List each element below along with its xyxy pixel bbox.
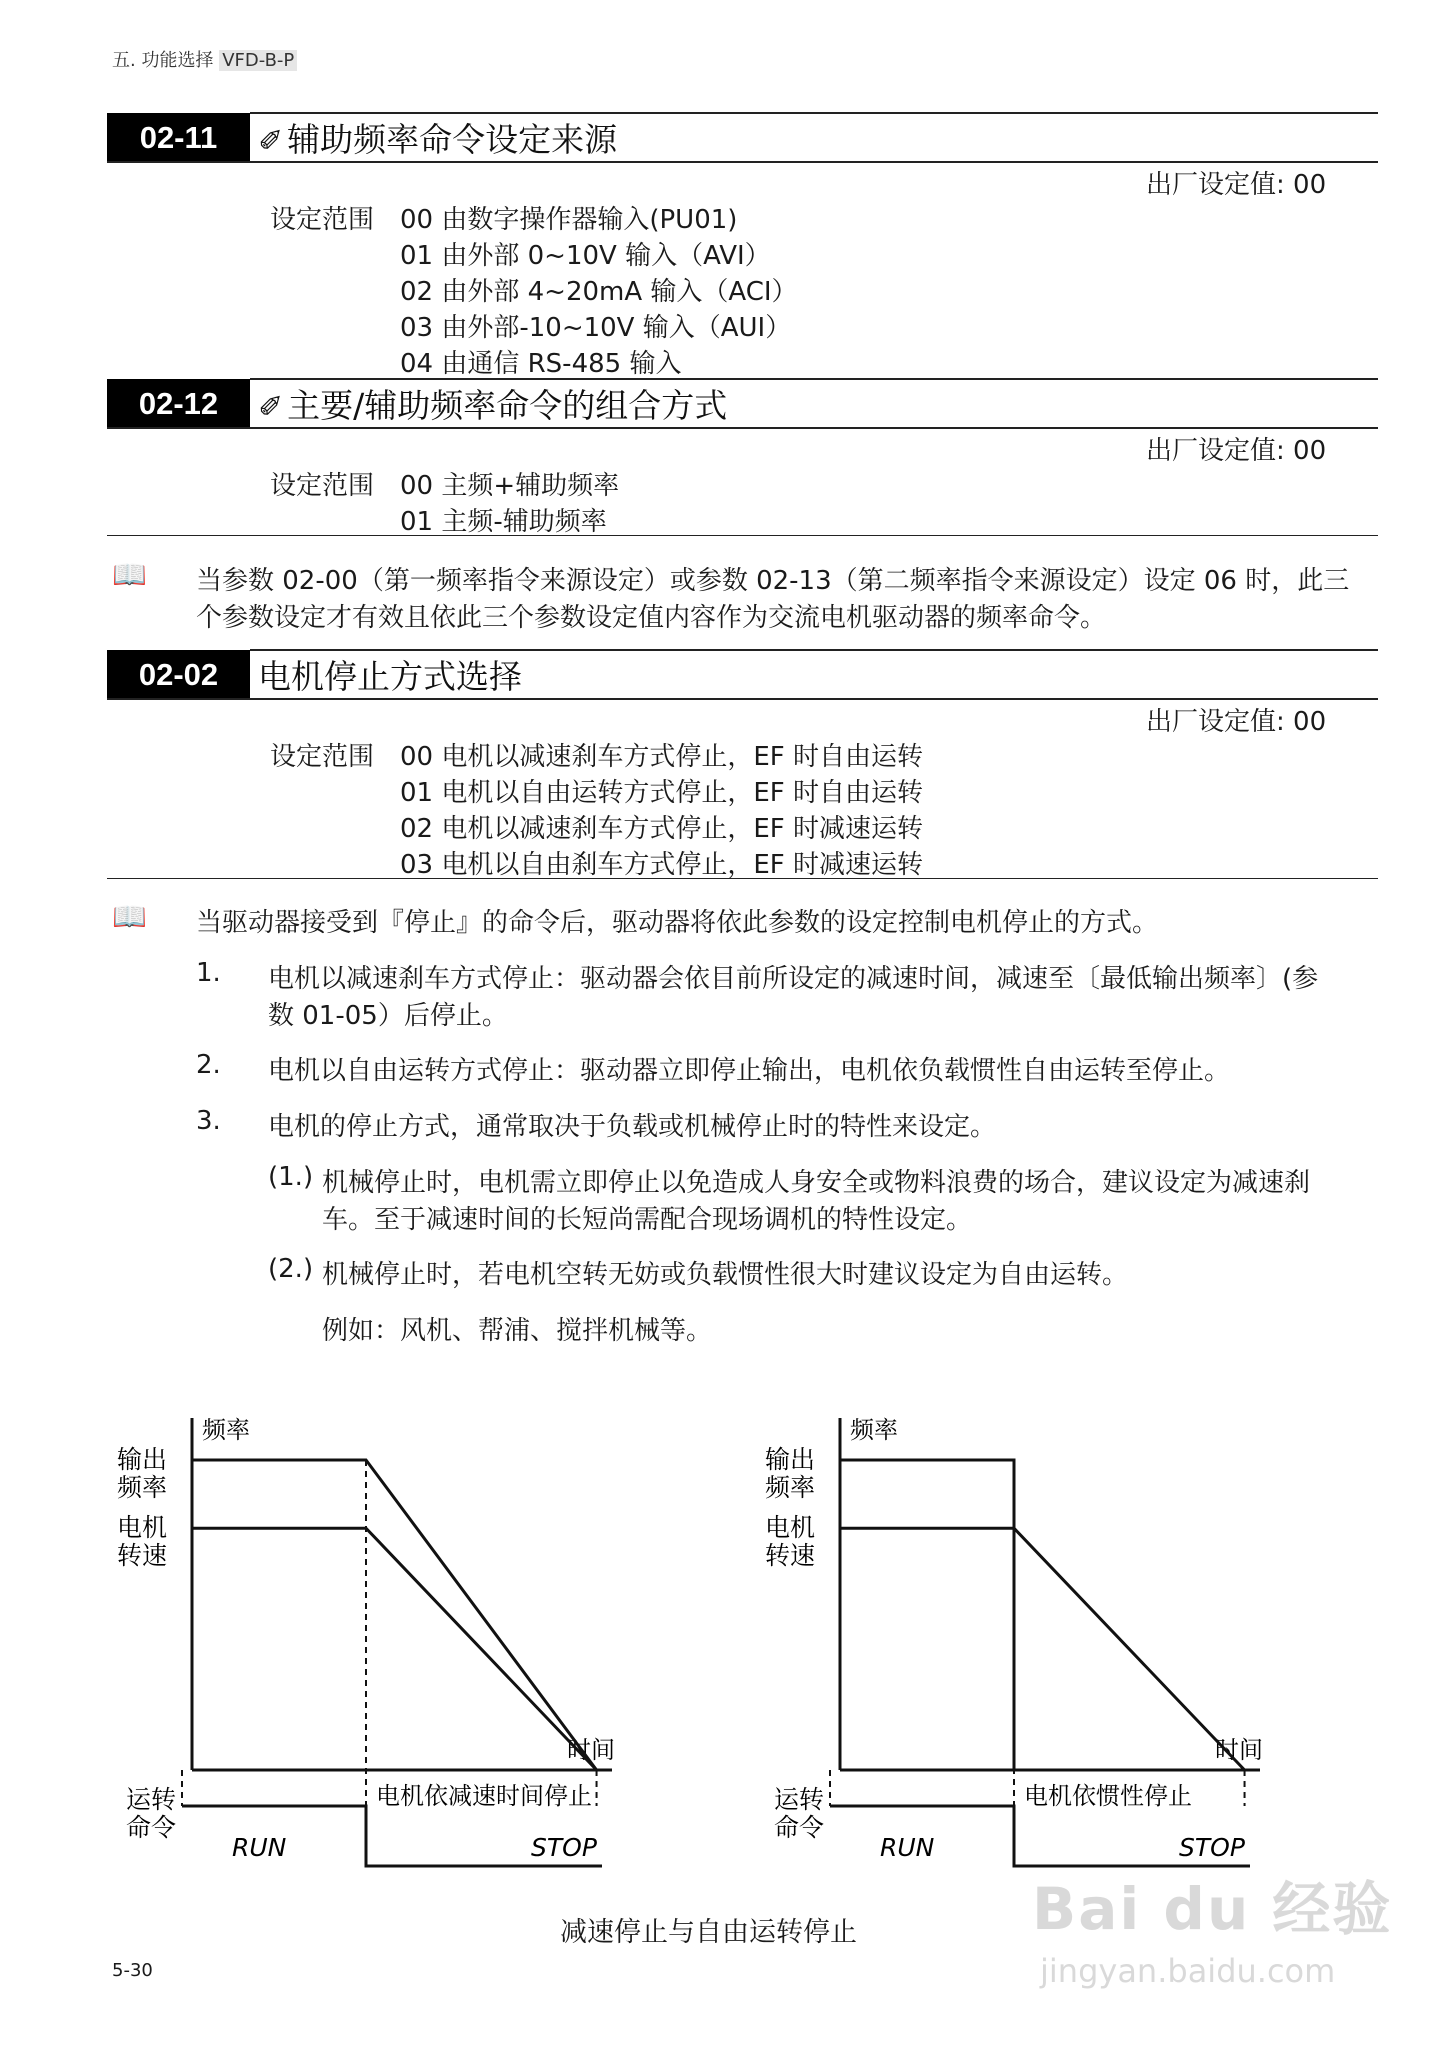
note-intro: 当驱动器接受到『停止』的命令后，驱动器将依此参数的设定控制电机停止的方式。 — [196, 908, 1159, 938]
range-option: 04 由通信 RS-485 输入 — [400, 349, 682, 379]
y-label-output-freq: 频率 — [117, 1473, 168, 1502]
series-line-0 — [840, 1460, 1014, 1770]
list-text: 电机以自由运转方式停止：驱动器立即停止输出，电机依负载惯性自由运转至停止。 — [268, 1056, 1231, 1086]
range-option: 01 主频-辅助频率 — [400, 507, 607, 537]
stop-annotation: 电机依惯性停止 — [1024, 1782, 1192, 1810]
book-icon: 📖 — [112, 900, 147, 933]
y-label-run-command: 命令 — [774, 1813, 825, 1842]
chapter-label: 五. 功能选择 — [112, 50, 214, 71]
list-number: 2. — [196, 1050, 221, 1080]
sub-text: 例如：风机、帮浦、搅拌机械等。 — [322, 1316, 713, 1346]
y-label-motor-speed: 转速 — [765, 1541, 816, 1571]
pen-icon: ✐ — [258, 124, 284, 159]
stop-label: STOP — [1179, 1833, 1245, 1862]
list-number: 3. — [196, 1106, 221, 1136]
page-header — [112, 46, 297, 72]
y-label-run-command: 运转 — [774, 1785, 825, 1814]
page-number: 5-30 — [112, 1960, 153, 1981]
y-label-motor-speed: 电机 — [117, 1513, 168, 1543]
pen-icon: ✐ — [258, 390, 284, 425]
note-line: 个参数设定才有效且依此三个参数设定值内容作为交流电机驱动器的频率命令。 — [196, 603, 1107, 633]
x-axis-label: 时间 — [567, 1736, 615, 1764]
run-label: RUN — [232, 1833, 287, 1862]
y-label-output-freq: 输出 — [117, 1445, 168, 1474]
param-title: ✐ 主要/辅助频率命令的组合方式 — [258, 386, 728, 425]
range-option: 01 电机以自由运转方式停止，EF 时自由运转 — [400, 778, 923, 808]
y-label-output-freq: 输出 — [765, 1445, 816, 1474]
range-option: 00 由数字操作器输入(PU01) — [400, 205, 738, 235]
stop-label: STOP — [531, 1833, 597, 1862]
range-option: 02 由外部 4~20mA 输入（ACI） — [400, 277, 798, 307]
param-title: ✐ 辅助频率命令设定来源 — [258, 120, 618, 159]
y-label-output-freq: 频率 — [765, 1473, 816, 1502]
model-label: VFD-B-P — [219, 50, 297, 71]
watermark-brand: Bai du 经验 — [1032, 1875, 1393, 1943]
series-line-1 — [192, 1528, 597, 1770]
param-code-badge: 02-12 — [107, 379, 250, 428]
y-label-run-command: 运转 — [126, 1785, 177, 1814]
sub-text: 机械停止时，电机需立即停止以免造成人身安全或物料浪费的场合，建议设定为减速刹 — [322, 1168, 1311, 1198]
list-number: 1. — [196, 958, 221, 988]
run-label: RUN — [880, 1833, 935, 1862]
factory-default: 出厂设定值: 00 — [1146, 707, 1327, 737]
sub-number: (2.) — [268, 1254, 314, 1284]
list-text: 电机的停止方式，通常取决于负载或机械停止时的特性来设定。 — [268, 1112, 997, 1142]
watermark-url: jingyan.baidu.com — [1040, 1952, 1336, 1990]
note-line: 当参数 02-00（第一频率指令来源设定）或参数 02-13（第二频率指令来源设定）设定 06 时，此三 — [196, 566, 1350, 596]
series-line-0 — [192, 1460, 597, 1770]
y-label-motor-speed: 转速 — [117, 1541, 168, 1571]
range-label: 设定范围 — [270, 205, 375, 235]
y-axis-label: 频率 — [850, 1416, 898, 1444]
range-option: 03 由外部-10~10V 输入（AUI） — [400, 313, 792, 343]
range-option: 03 电机以自由刹车方式停止，EF 时减速运转 — [400, 850, 923, 880]
range-option: 01 由外部 0~10V 输入（AVI） — [400, 241, 771, 271]
factory-default: 出厂设定值: 00 — [1146, 436, 1327, 466]
sub-text: 机械停止时，若电机空转无妨或负载惯性很大时建议设定为自由运转。 — [322, 1260, 1129, 1290]
sub-number: (1.) — [268, 1162, 314, 1192]
x-axis-label: 时间 — [1215, 1736, 1263, 1764]
range-option: 00 主频+辅助频率 — [400, 471, 620, 501]
y-label-run-command: 命令 — [126, 1813, 177, 1842]
param-title: 电机停止方式选择 — [258, 657, 522, 696]
section-rule — [107, 878, 1378, 879]
sub-text: 车。至于减速时间的长短尚需配合现场调机的特性设定。 — [322, 1205, 973, 1235]
stop-annotation: 电机依减速时间停止 — [376, 1782, 592, 1810]
section-rule — [107, 535, 1378, 536]
range-option: 00 电机以减速刹车方式停止，EF 时自由运转 — [400, 742, 923, 772]
param-bottom-rule — [107, 698, 1378, 700]
param-bottom-rule — [107, 427, 1378, 429]
list-text: 数 01-05）后停止。 — [268, 1001, 508, 1031]
range-label: 设定范围 — [270, 471, 375, 501]
chart-decel-stop — [112, 1370, 752, 1890]
param-code-badge: 02-11 — [107, 113, 250, 162]
param-code-badge: 02-02 — [107, 650, 250, 699]
chart-coast-stop — [760, 1370, 1400, 1890]
param-bottom-rule — [107, 161, 1378, 163]
y-label-motor-speed: 电机 — [765, 1513, 816, 1543]
factory-default: 出厂设定值: 00 — [1146, 170, 1327, 200]
y-axis-label: 频率 — [202, 1416, 250, 1444]
series-line-1 — [840, 1528, 1245, 1770]
range-option: 02 电机以减速刹车方式停止，EF 时减速运转 — [400, 814, 923, 844]
range-label: 设定范围 — [270, 742, 375, 772]
figure-caption: 减速停止与自由运转停止 — [560, 1917, 857, 1948]
list-text: 电机以减速刹车方式停止：驱动器会依目前所设定的减速时间，减速至〔最低输出频率〕(参 — [268, 964, 1319, 994]
book-icon: 📖 — [112, 558, 147, 591]
